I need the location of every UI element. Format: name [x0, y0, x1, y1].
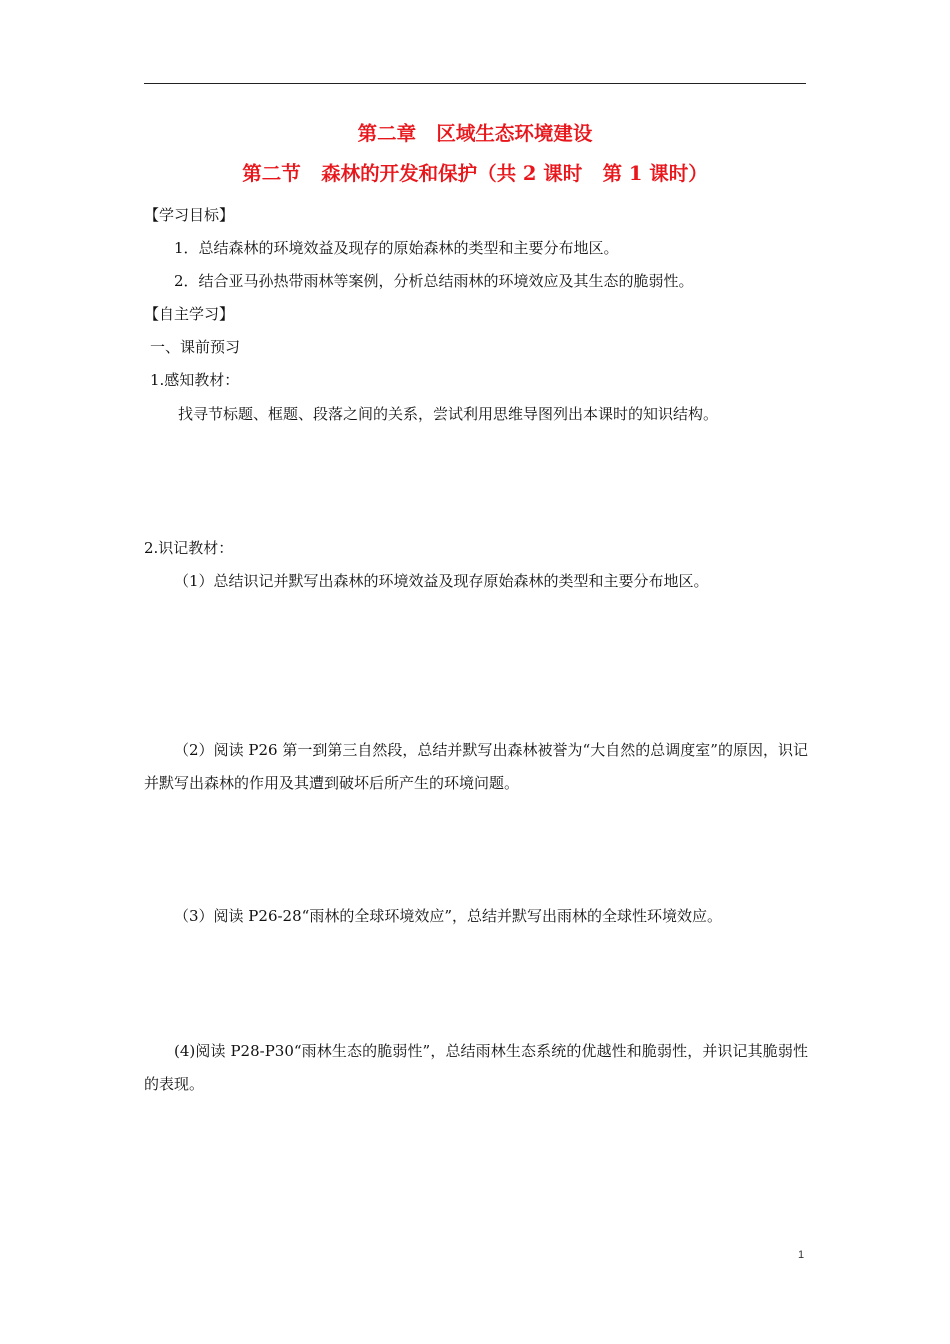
objectives-heading: 【学习目标】: [144, 206, 235, 224]
question-3: （3）阅读 P26-28“雨林的全球环境效应”，总结并默写出雨林的全球性环境效应。: [174, 907, 722, 925]
page-number: 1: [798, 1249, 805, 1261]
header-rule: [144, 83, 806, 84]
perceive-heading: 1.感知教材：: [150, 371, 240, 389]
question-4: (4)阅读 P28-P30“雨林生态的脆弱性”，总结雨林生态系统的优越性和脆弱性，并识记其脆弱性的表现。: [144, 1042, 808, 1093]
question-1: （1）总结识记并默写出森林的环境效益及现存原始森林的类型和主要分布地区。: [174, 572, 709, 590]
objective-item-1: 1．总结森林的环境效益及现存的原始森林的类型和主要分布地区。: [174, 239, 619, 257]
preview-heading: 一、课前预习: [150, 338, 241, 356]
memorize-heading: 2.识记教材：: [144, 539, 234, 557]
self-study-heading: 【自主学习】: [144, 305, 235, 323]
question-2: （2）阅读 P26 第一到第三自然段，总结并默写出森林被誉为“大自然的总调度室”的原因，识记并默写出森林的作用及其遭到破坏后所产生的环境问题。: [144, 741, 808, 792]
objective-item-2: 2．结合亚马孙热带雨林等案例，分析总结雨林的环境效应及其生态的脆弱性。: [174, 272, 694, 290]
perceive-text: 找寻节标题、框题、段落之间的关系，尝试利用思维导图列出本课时的知识结构。: [178, 405, 719, 423]
chapter-title: 第二章 区域生态环境建设: [357, 122, 593, 145]
section-title: 第二节 森林的开发和保护（共 2 课时 第 1 课时）: [242, 162, 708, 185]
